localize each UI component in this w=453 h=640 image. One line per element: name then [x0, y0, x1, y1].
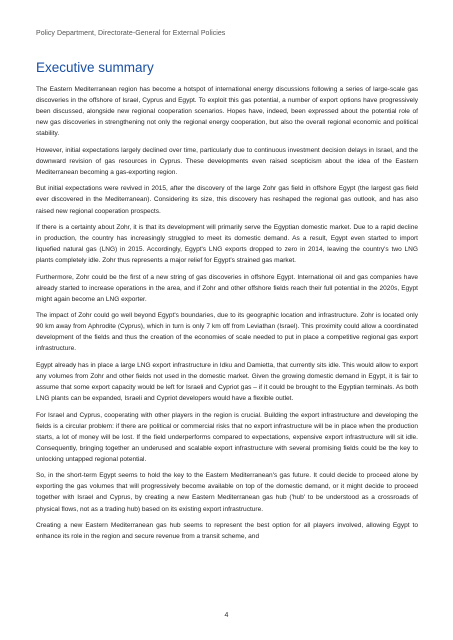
paragraph-5: Furthermore, Zohr could be the first of a new string of gas discoveries in offshore Egypt. International oil and gas companies have already started to increase operations in the area, and if Zohr and other offshore fields reach their full potential in the 2020s, Egypt might again become an LNG exporter.: [36, 273, 418, 303]
paragraph-9: So, in the short-term Egypt seems to hold the key to the Eastern Mediterranean's gas future. It could decide to proceed alone by exporting the gas volumes that will progressively become available on top of the domestic demand, or it might decide to proceed together with Israel and Cyprus, by creating a new Eastern Mediterranean gas hub ('hub' to be understood as a crossroads of physical flows, not as a trading hub) based on its existing export infrastructure.: [36, 472, 418, 513]
paragraph-1: The Eastern Mediterranean region has become a hotspot of international energy discussions following a series of large-scale gas discoveries in the offshore of Israel, Cyprus and Egypt. To exploit this gas potential, a number of export options have progressively been discussed, alongside new regional cooperation scenarios. Hopes have, indeed, been expressed about the potential role of new gas discoveries in strengthening not only the regional energy cooperation, but also the overall regional economic and political stability.: [36, 86, 418, 138]
paragraph-4: If there is a certainty about Zohr, it is that its development will primarily serve the Egyptian domestic market. Due to a rapid decline in production, the country has increasingly struggled to meet its domestic demand. As a result, Egypt even started to import liquefied natural gas (LNG) in 2015. Accordingly, Egypt's LNG exports dropped to zero in 2014, leaving the country's two LNG plants completely idle. Zohr thus represents a major relief for Egypt's strained gas market.: [36, 223, 418, 265]
paragraph-6: The impact of Zohr could go well beyond Egypt's boundaries, due to its geographic location and infrastructure. Zohr is located only 90 km away from Aphrodite (Cyprus), which in turn is only 7 km off from Leviathan (Israel). This proximity could allow a coordinated development of the fields and thus the creation of the economies of scale needed to put in place a competitive regional gas export infrastructure.: [36, 312, 418, 353]
paragraph-7: Egypt already has in place a large LNG export infrastructure in Idku and Damietta, that currently sits idle. This would allow to export any volumes from Zohr and other fields not used in the domestic market. Given the growing domestic demand in Egypt, it is fair to assume that some export capacity would be left for Israeli and Cypriot gas – if it could be brought to the Egyptian terminals. As both LNG plants can be expanded, Israeli and Cypriot developers would have a flexible outlet.: [36, 361, 418, 403]
paragraph-10: Creating a new Eastern Mediterranean gas hub seems to represent the best option for all players involved, allowing Egypt to enhance its role in the region and secure revenue from a transit scheme, and: [36, 521, 418, 541]
body-text: [36, 84, 418, 547]
section-title: Executive summary: [36, 60, 154, 75]
paragraph-8: For Israel and Cyprus, cooperating with other players in the region is crucial. Building the export infrastructure and developing the fields is a circular problem: if there are political or commercial risks that no export infrastructure will be in place when the production starts, a lot of money will be lost. If the field underperforms compared to expectations, expensive export infrastructure will sit idle. Consequently, bringing together an underused and scalable export infrastructure with several promising fields could be the key to unlocking untapped regional potential.: [36, 411, 418, 463]
paragraph-3: But initial expectations were revived in 2015, after the discovery of the large Zohr gas field in offshore Egypt (the largest gas field ever discovered in the Mediterranean). Considering its size, this discovery has reshaped the regional gas outlook, and has also raised new regional cooperation prospects.: [36, 185, 418, 215]
page-number: 4: [224, 612, 229, 619]
paragraph-2: However, initial expectations largely declined over time, particularly due to continuous investment decision delays in Israel, and the downward revision of gas resources in Cyprus. These developments even raised scepticism about the idea of the Eastern Mediterranean becoming a gas-exporting region.: [36, 146, 418, 176]
running-header: Policy Department, Directorate-General for External Policies: [36, 30, 226, 37]
